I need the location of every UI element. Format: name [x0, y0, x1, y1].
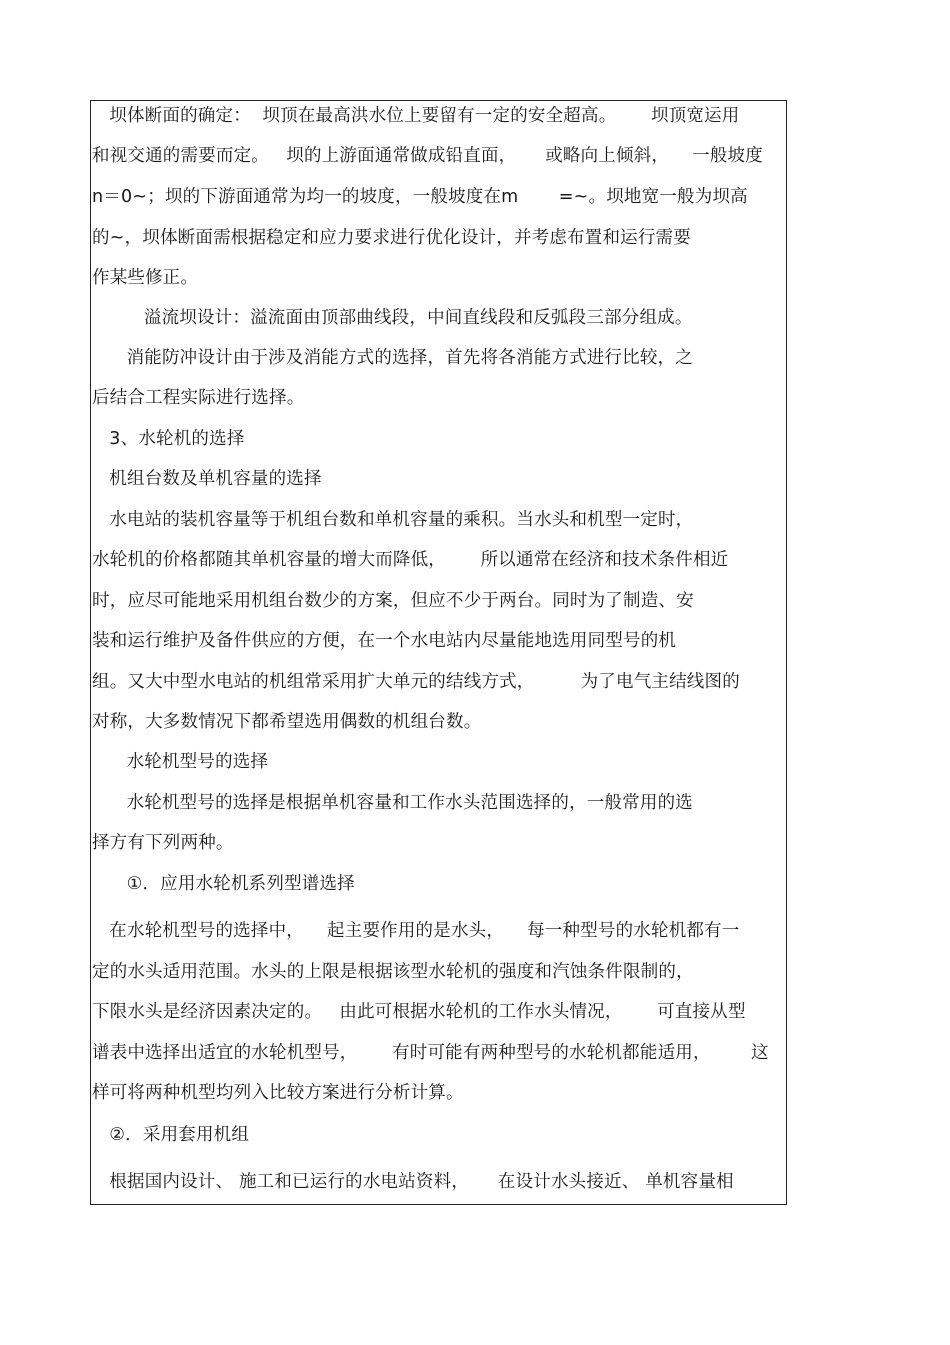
text-line-8: 后结合工程实际进行选择。 — [92, 388, 305, 408]
section-heading-turbine: 3、水轮机的选择 — [92, 429, 245, 449]
text-line-12: 水轮机的价格都随其单机容量的增大而降低， 所以通常在经济和技术条件相近 — [92, 550, 729, 570]
document-table-frame — [90, 100, 787, 1205]
text-line-3: n＝0~；坝的下游面通常为均一的坡度，一般坡度在m =~。坝地宽一般为坝高 — [92, 187, 748, 207]
text-line-7: 消能防冲设计由于涉及消能方式的选择，首先将各消能方式进行比较，之 — [92, 348, 693, 368]
text-line-13: 时，应尽可能地采用机组台数少的方案，但应不少于两台。同时为了制造、安 — [92, 591, 694, 611]
list-item-2-heading: ②．采用套用机组 — [92, 1125, 250, 1145]
text-line-5: 作某些修正。 — [92, 268, 199, 288]
text-line-1: 坝体断面的确定： 坝顶在最高洪水位上要留有一定的安全超高。 坝顶宽运用 — [92, 106, 740, 126]
text-line-19: 择方有下列两种。 — [92, 833, 234, 853]
text-line-14: 装和运行维护及备件供应的方便，在一个水电站内尽量能地选用同型号的机 — [92, 631, 677, 651]
text-line-22: 定的水头适用范围。水头的上限是根据该型水轮机的强度和汽蚀条件限制的， — [92, 962, 694, 982]
text-line-23: 下限水头是经济因素决定的。 由此可根据水轮机的工作水头情况， 可直接从型 — [92, 1002, 746, 1022]
text-line-25: 样可将两种机型均列入比较方案进行分析计算。 — [92, 1083, 464, 1103]
text-line-21: 在水轮机型号的选择中， 起主要作用的是水头， 每一种型号的水轮机都有一 — [92, 921, 740, 941]
text-line-11: 水电站的装机容量等于机组台数和单机容量的乘积。当水头和机型一定时， — [92, 510, 694, 530]
list-item-1-heading: ①．应用水轮机系列型谱选择 — [92, 874, 355, 894]
text-line-4: 的~，坝体断面需根据稳定和应力要求进行优化设计，并考虑布置和运行需要 — [92, 228, 691, 248]
text-line-27: 根据国内设计、 施工和已运行的水电站资料， 在设计水头接近、 单机容量相 — [92, 1172, 734, 1192]
text-line-18: 水轮机型号的选择是根据单机容量和工作水头范围选择的，一般常用的选 — [92, 793, 693, 813]
text-line-15: 组。又大中型水电站的机组常采用扩大单元的结线方式， 为了电气主结线图的 — [92, 672, 740, 692]
subheading-unit-count: 机组台数及单机容量的选择 — [92, 469, 322, 489]
text-line-2: 和视交通的需要而定。 坝的上游面通常做成铅直面， 或略向上倾斜， 一般坡度 — [92, 146, 763, 166]
text-line-6: 溢流坝设计：溢流面由顶部曲线段，中间直线段和反弧段三部分组成。 — [92, 308, 693, 328]
text-line-24: 谱表中选择出适宜的水轮机型号， 有时可能有两种型号的水轮机都能适用， 这 — [92, 1043, 769, 1063]
subheading-turbine-model: 水轮机型号的选择 — [92, 752, 269, 772]
text-line-16: 对称，大多数情况下都希望选用偶数的机组台数。 — [92, 712, 482, 732]
